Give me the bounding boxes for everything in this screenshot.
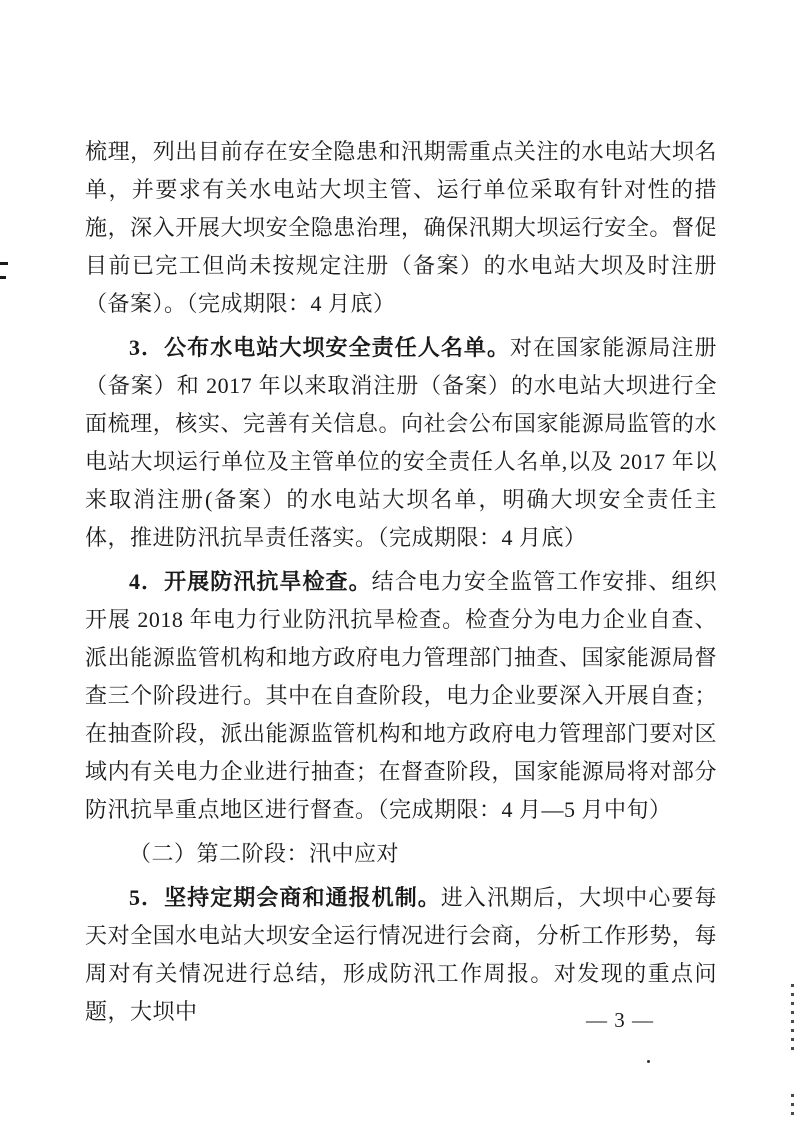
paragraph-item-4-text: 结合电力安全监管工作安排、组织开展 2018 年电力行业防汛抗旱检查。检查分为电力企业自查、派出能源监管机构和地方政府电力管理部门抽查、国家能源局督查三个阶段进行。其中在自查阶段，电力企业要深入开展自查；在抽查阶段，派出能源监管机构和地方政府电力管理部门要对区域内有关电力企业进行抽查；在督查阶段，国家能源局将对部分防汛抗旱重点地区进行督查。（完成期限：4 月—5 月中旬） (85, 569, 717, 822)
section-heading-stage-2-text: （二）第二阶段：汛中应对 (129, 841, 400, 866)
paragraph-item-3-text: 对在国家能源局注册（备案）和 2017 年以来取消注册（备案）的水电站大坝进行全面梳理，核实、完善有关信息。向社会公布国家能源局监管的水电站大坝运行单位及主管单位的安全责任人名单,以及 2017 年以来取消注册(备案）的水电站大坝名单，明确大坝安全责任主体，推进防汛抗旱责任落实。（完成期限：4 月底） (85, 335, 717, 550)
paragraph-continuation-text: 梳理，列出目前存在安全隐患和汛期需重点关注的水电站大坝名单，并要求有关水电站大坝主管、运行单位采取有针对性的措施，深入开展大坝安全隐患治理，确保汛期大坝运行安全。督促目前已完工但尚未按规定注册（备案）的水电站大坝及时注册（备案）。（完成期限：4 月底） (85, 139, 717, 316)
paragraph-item-3 (85, 329, 717, 557)
document-body (85, 133, 717, 1031)
paragraph-item-3-lead: 3．公布水电站大坝安全责任人名单。 (129, 335, 510, 360)
scan-artifact-left-mark-2 (0, 276, 6, 279)
scan-artifact-left-mark-1 (0, 262, 8, 265)
paragraph-item-4-lead: 4．开展防汛抗旱检查。 (129, 569, 372, 594)
page-number: — 3 — (586, 1008, 654, 1032)
paragraph-item-5-text: 进入汛期后，大坝中心要每天对全国水电站大坝安全运行情况进行会商，分析工作形势，每周对有关情况进行总结，形成防汛工作周报。对发现的重点问题，大坝中 (85, 885, 717, 1024)
paragraph-item-5-lead: 5．坚持定期会商和通报机制。 (129, 885, 441, 910)
section-heading-stage-2 (85, 835, 717, 873)
scan-artifact-stray-dot (647, 1060, 650, 1063)
paragraph-item-4 (85, 563, 717, 829)
paragraph-continuation (85, 133, 717, 323)
